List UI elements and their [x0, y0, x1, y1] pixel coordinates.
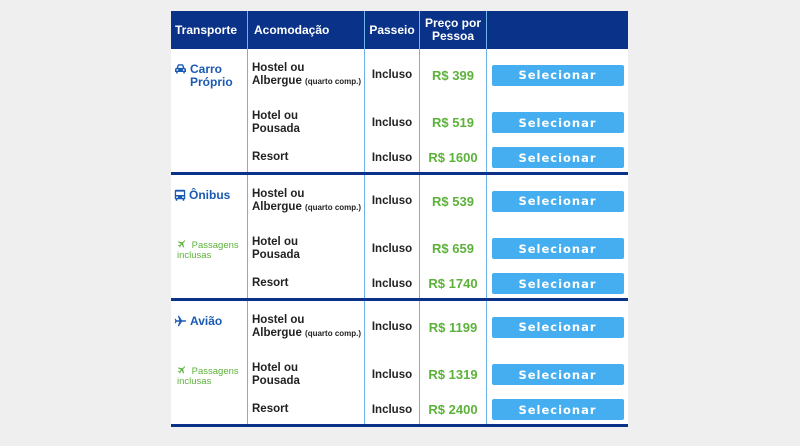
- accommodation-line1: Hotel ou: [252, 361, 298, 374]
- table-row: [248, 49, 628, 102]
- accommodation-line1: Hostel ou: [252, 62, 305, 75]
- plane-icon: [174, 315, 187, 327]
- select-button[interactable]: Selecionar: [492, 147, 624, 168]
- accommodation-cell: [248, 102, 365, 144]
- accommodation-line1: Resort: [252, 151, 289, 164]
- accommodation-line2: Pousada: [252, 248, 300, 261]
- transport-label: Ônibus: [189, 188, 231, 202]
- select-button[interactable]: Selecionar: [492, 65, 624, 86]
- tour-cell: Incluso: [365, 270, 420, 298]
- action-cell: [487, 144, 628, 172]
- tour-cell: Incluso: [365, 49, 420, 102]
- table-header: [171, 11, 628, 49]
- table-row: [248, 270, 628, 298]
- price-cell: R$ 1199: [420, 301, 487, 354]
- tickets-included-note: [177, 239, 247, 261]
- price-cell: R$ 399: [420, 49, 487, 102]
- tickets-included-note: [177, 365, 247, 387]
- select-button[interactable]: Selecionar: [492, 273, 624, 294]
- accommodation-line2: Albergue: [252, 201, 302, 214]
- header-accommodation: Acomodação: [248, 11, 365, 49]
- action-cell: [487, 270, 628, 298]
- accommodation-line2: Albergue: [252, 327, 302, 340]
- accommodation-line1: Hotel ou: [252, 109, 298, 122]
- select-button[interactable]: Selecionar: [492, 191, 624, 212]
- select-button[interactable]: Selecionar: [492, 238, 624, 259]
- transport-group: [171, 175, 628, 301]
- option-rows: [248, 175, 628, 298]
- option-rows: [248, 301, 628, 424]
- action-cell: [487, 354, 628, 396]
- accommodation-note: (quarto comp.): [305, 77, 362, 87]
- transport-name: [174, 63, 247, 89]
- tour-cell: Incluso: [365, 354, 420, 396]
- table-row: [248, 175, 628, 228]
- price-cell: R$ 539: [420, 175, 487, 228]
- groups-container: [171, 49, 628, 427]
- action-cell: [487, 49, 628, 102]
- accommodation-line2: Pousada: [252, 122, 300, 135]
- option-rows: [248, 49, 628, 172]
- accommodation-cell: [248, 175, 365, 228]
- plane-small-icon: [177, 365, 187, 374]
- header-price-line2: Pessoa: [431, 29, 474, 43]
- table-row: [248, 396, 628, 424]
- action-cell: [487, 301, 628, 354]
- accommodation-cell: [248, 144, 365, 172]
- tour-cell: Incluso: [365, 396, 420, 424]
- plane-small-icon: [177, 239, 187, 248]
- tickets-included-text: Passagens inclusas: [177, 366, 239, 387]
- header-price: [420, 11, 487, 49]
- accommodation-cell: [248, 228, 365, 270]
- select-button[interactable]: Selecionar: [492, 317, 624, 338]
- accommodation-cell: [248, 396, 365, 424]
- action-cell: [487, 396, 628, 424]
- bus-icon: [174, 189, 186, 202]
- tour-cell: Incluso: [365, 228, 420, 270]
- table-row: [248, 354, 628, 396]
- tour-cell: Incluso: [365, 102, 420, 144]
- price-cell: R$ 1740: [420, 270, 487, 298]
- table-row: [248, 144, 628, 172]
- accommodation-line2: Pousada: [252, 374, 300, 387]
- action-cell: [487, 175, 628, 228]
- accommodation-line2: Albergue: [252, 75, 302, 88]
- header-transport: Transporte: [171, 11, 248, 49]
- table-row: [248, 301, 628, 354]
- accommodation-line1: Hostel ou: [252, 188, 305, 201]
- accommodation-line1: Hotel ou: [252, 235, 298, 248]
- accommodation-cell: [248, 270, 365, 298]
- select-button[interactable]: Selecionar: [492, 364, 624, 385]
- transport-group: [171, 49, 628, 175]
- transport-cell: [171, 175, 248, 298]
- price-cell: R$ 1600: [420, 144, 487, 172]
- select-button[interactable]: Selecionar: [492, 399, 624, 420]
- accommodation-cell: [248, 354, 365, 396]
- transport-label: Avião: [190, 314, 223, 328]
- price-cell: R$ 2400: [420, 396, 487, 424]
- tickets-included-text: Passagens inclusas: [177, 240, 239, 261]
- price-cell: R$ 519: [420, 102, 487, 144]
- accommodation-line1: Resort: [252, 403, 289, 416]
- accommodation-note: (quarto comp.): [305, 329, 362, 339]
- table-row: [248, 228, 628, 270]
- accommodation-cell: [248, 301, 365, 354]
- transport-name: [174, 315, 247, 328]
- accommodation-line1: Resort: [252, 277, 289, 290]
- transport-label: Carro Próprio: [190, 62, 233, 89]
- tour-cell: Incluso: [365, 144, 420, 172]
- transport-cell: [171, 49, 248, 172]
- action-cell: [487, 102, 628, 144]
- car-icon: [174, 63, 187, 75]
- table-row: [248, 102, 628, 144]
- select-button[interactable]: Selecionar: [492, 112, 624, 133]
- pricing-table: [171, 11, 628, 427]
- price-cell: R$ 1319: [420, 354, 487, 396]
- price-cell: R$ 659: [420, 228, 487, 270]
- accommodation-line1: Hostel ou: [252, 314, 305, 327]
- header-tour: Passeio: [365, 11, 420, 49]
- action-cell: [487, 228, 628, 270]
- accommodation-note: (quarto comp.): [305, 203, 362, 213]
- header-action: [487, 11, 628, 49]
- transport-name: [174, 189, 247, 202]
- header-price-line1: Preço por: [424, 16, 481, 30]
- transport-cell: [171, 301, 248, 424]
- transport-group: [171, 301, 628, 427]
- tour-cell: Incluso: [365, 175, 420, 228]
- tour-cell: Incluso: [365, 301, 420, 354]
- accommodation-cell: [248, 49, 365, 102]
